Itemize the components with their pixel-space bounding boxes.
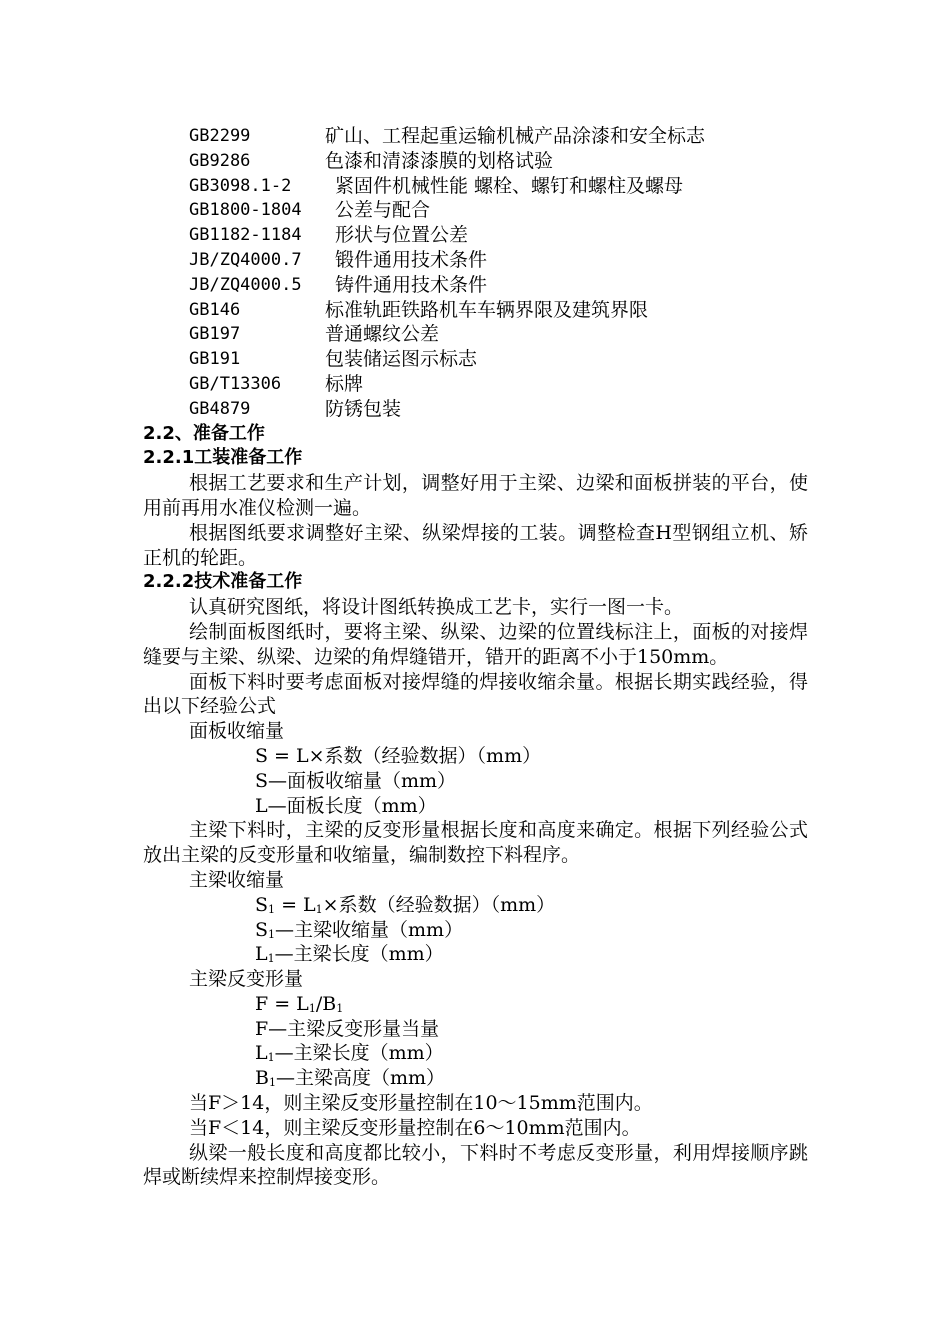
section-heading-2-2-1: 2.2.1工装准备工作 — [143, 447, 303, 469]
standard-title: 紧固件机械性能 螺栓、螺钉和螺柱及螺母 — [335, 174, 684, 197]
standard-row — [143, 174, 808, 199]
standard-row — [143, 223, 808, 248]
beam-deform-def-l: $L_1—$主梁长度（mm） — [255, 1042, 444, 1065]
condition-less: 当F＜14，则主梁反变形量控制在6～10mm范围内。 — [189, 1116, 641, 1139]
standard-code: GB197 — [189, 324, 241, 345]
standard-row — [143, 248, 808, 273]
standard-title: 标牌 — [325, 372, 364, 395]
paragraph-drawings: 认真研究图纸，将设计图纸转换成工艺卡，实行一图一卡。 — [189, 596, 684, 619]
standard-title: 防锈包装 — [325, 397, 402, 420]
standard-code: GB/T13306 — [189, 373, 282, 394]
standard-title: 铸件通用技术条件 — [335, 273, 488, 296]
standard-code: GB2299 — [189, 126, 251, 146]
standard-title: 矿山、工程起重运输机械产品涂漆和安全标志 — [325, 125, 706, 147]
standard-row — [143, 149, 808, 174]
beam-shrink-label: 主梁收缩量 — [189, 868, 285, 891]
standard-title: 普通螺纹公差 — [325, 323, 440, 346]
panel-shrink-label: 面板收缩量 — [189, 720, 285, 743]
standard-row — [143, 372, 808, 397]
beam-shrink-def-l: $L_1—$主梁长度（mm） — [255, 943, 444, 966]
standard-row — [143, 347, 808, 372]
beam-shrink-formula: $S_1 = L_1\times$系数（经验数据）（mm） — [255, 893, 556, 916]
standard-code: GB191 — [189, 349, 241, 370]
standard-row — [143, 273, 808, 298]
paragraph-panel-drawing: 绘制面板图纸时，要将主梁、纵梁、边梁的位置线标注上，面板的对接焊缝要与主梁、纵梁、边梁的角焊缝错开，错开的距离不小于150mm。 — [143, 620, 808, 668]
standard-title: 公差与配合 — [335, 199, 431, 222]
condition-greater: 当F＞14，则主梁反变形量控制在10～15mm范围内。 — [189, 1092, 653, 1115]
standard-title: 标准轨距铁路机车车辆界限及建筑界限 — [325, 298, 649, 321]
standard-code: GB9286 — [189, 150, 251, 171]
standard-row — [143, 397, 808, 422]
standard-row — [143, 124, 808, 149]
paragraph-panel-cutting: 面板下料时要考虑面板对接焊缝的焊接收缩余量。根据长期实践经验，得出以下经验公式 — [143, 670, 808, 718]
beam-deform-label: 主梁反变形量 — [189, 968, 304, 991]
section-heading-2-2-2: 2.2.2技术准备工作 — [143, 571, 303, 593]
standard-row — [143, 298, 808, 323]
section-heading-2-2: 2.2、准备工作 — [143, 422, 265, 444]
document-page — [143, 124, 808, 1190]
standard-row — [143, 198, 808, 223]
standard-title: 锻件通用技术条件 — [335, 248, 488, 271]
standard-title: 形状与位置公差 — [335, 224, 469, 247]
panel-def-l: L—面板长度（mm） — [255, 794, 437, 817]
standard-title: 色漆和清漆漆膜的划格试验 — [325, 149, 554, 172]
standard-code: GB146 — [189, 299, 241, 320]
standard-title: 包装储运图示标志 — [325, 348, 478, 371]
panel-formula: S = L×系数（经验数据）（mm） — [255, 744, 542, 767]
beam-deform-def-f: F—主梁反变形量当量 — [255, 1017, 440, 1040]
standard-row — [143, 322, 808, 347]
paragraph-longitudinal-beam: 纵梁一般长度和高度都比较小，下料时不考虑反变形量，利用焊接顺序跳焊或断续焊来控制焊接变形。 — [143, 1141, 808, 1189]
panel-def-s: S—面板收缩量（mm） — [255, 769, 457, 792]
standard-code: JB/ZQ4000.5 — [189, 274, 302, 295]
paragraph-fixture: 根据图纸要求调整好主梁、纵梁焊接的工装。调整检查H型钢组立机、矫正机的轮距。 — [143, 521, 808, 569]
standards-list — [143, 124, 808, 422]
beam-deform-formula: $F = L_1/B_1$ — [255, 992, 344, 1015]
standard-code: GB1182-1184 — [189, 225, 302, 246]
standard-code: JB/ZQ4000.7 — [189, 249, 302, 270]
paragraph-beam-cutting: 主梁下料时，主梁的反变形量根据长度和高度来确定。根据下列经验公式放出主梁的反变形量和收缩量，编制数控下料程序。 — [143, 819, 808, 867]
standard-code: GB3098.1-2 — [189, 175, 292, 196]
beam-shrink-def-s: $S_1—$主梁收缩量（mm） — [255, 918, 464, 941]
paragraph-platform: 根据工艺要求和生产计划，调整好用于主梁、边梁和面板拼装的平台，使用前再用水准仪检测一遍。 — [143, 472, 808, 519]
beam-deform-def-b: $B_1—$主梁高度（mm） — [255, 1067, 446, 1090]
standard-code: GB4879 — [189, 398, 251, 419]
standard-code: GB1800-1804 — [189, 200, 302, 221]
